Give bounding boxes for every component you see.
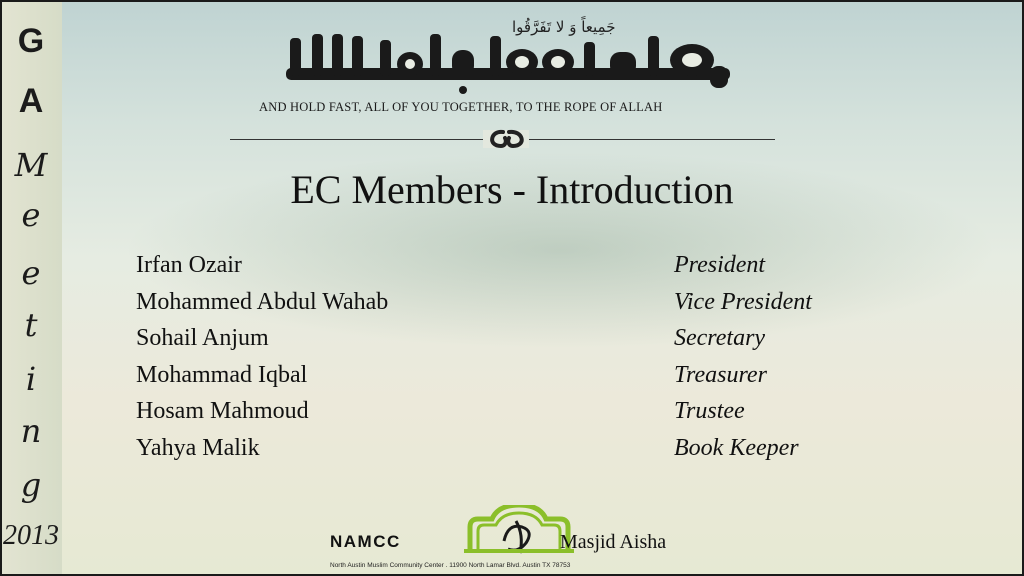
member-role: Vice President xyxy=(674,288,812,315)
side-letter-g: G xyxy=(17,22,45,60)
member-role: Treasurer xyxy=(674,361,767,388)
side-letter-e1: e xyxy=(21,196,41,234)
namcc-abbrev: NAMCC xyxy=(330,532,401,551)
side-letter-g2: g xyxy=(20,466,42,504)
ornament-icon xyxy=(483,124,529,152)
member-name: Irfan Ozair xyxy=(136,252,242,278)
side-year: 2013 xyxy=(3,520,59,551)
member-name: Mohammed Abdul Wahab xyxy=(136,288,389,315)
member-role: Secretary xyxy=(674,325,766,351)
side-letter-i: i xyxy=(25,360,37,398)
member-role: President xyxy=(674,252,766,278)
member-role: Trustee xyxy=(674,398,745,424)
slide-title xyxy=(0,166,1024,213)
member-names-list xyxy=(136,250,388,469)
member-name: Sohail Anjum xyxy=(136,325,269,351)
side-letter-m: M xyxy=(14,146,48,184)
member-roles-list xyxy=(674,250,812,469)
masjid-emblem-icon xyxy=(464,505,574,563)
slide-title-text: EC Members - Introduction xyxy=(290,167,734,212)
namcc-logo xyxy=(328,505,688,576)
side-letter-e2: e xyxy=(21,254,41,292)
side-letter-n: n xyxy=(20,412,42,450)
member-name: Yahya Malik xyxy=(136,434,260,461)
member-name: Mohammad Iqbal xyxy=(136,361,308,388)
side-letter-a: A xyxy=(18,82,44,120)
masjid-name: Masjid Aisha xyxy=(560,531,667,553)
member-role: Book Keeper xyxy=(674,434,799,461)
arabic-verse-small: جَمِيعاً وَ لا تَفَرَّقُوا xyxy=(512,18,616,36)
side-banner xyxy=(0,0,62,576)
arabic-calligraphy-logo xyxy=(282,30,734,100)
member-name: Hosam Mahmoud xyxy=(136,398,309,424)
quran-translation-tagline: AND HOLD FAST, ALL OF YOU TOGETHER, TO THE ROPE OF ALLAH xyxy=(259,100,663,114)
side-letter-t: t xyxy=(24,306,38,344)
org-address-line: North Austin Muslim Community Center . 11900 North Lamar Blvd. Austin TX 78753 xyxy=(330,562,571,569)
